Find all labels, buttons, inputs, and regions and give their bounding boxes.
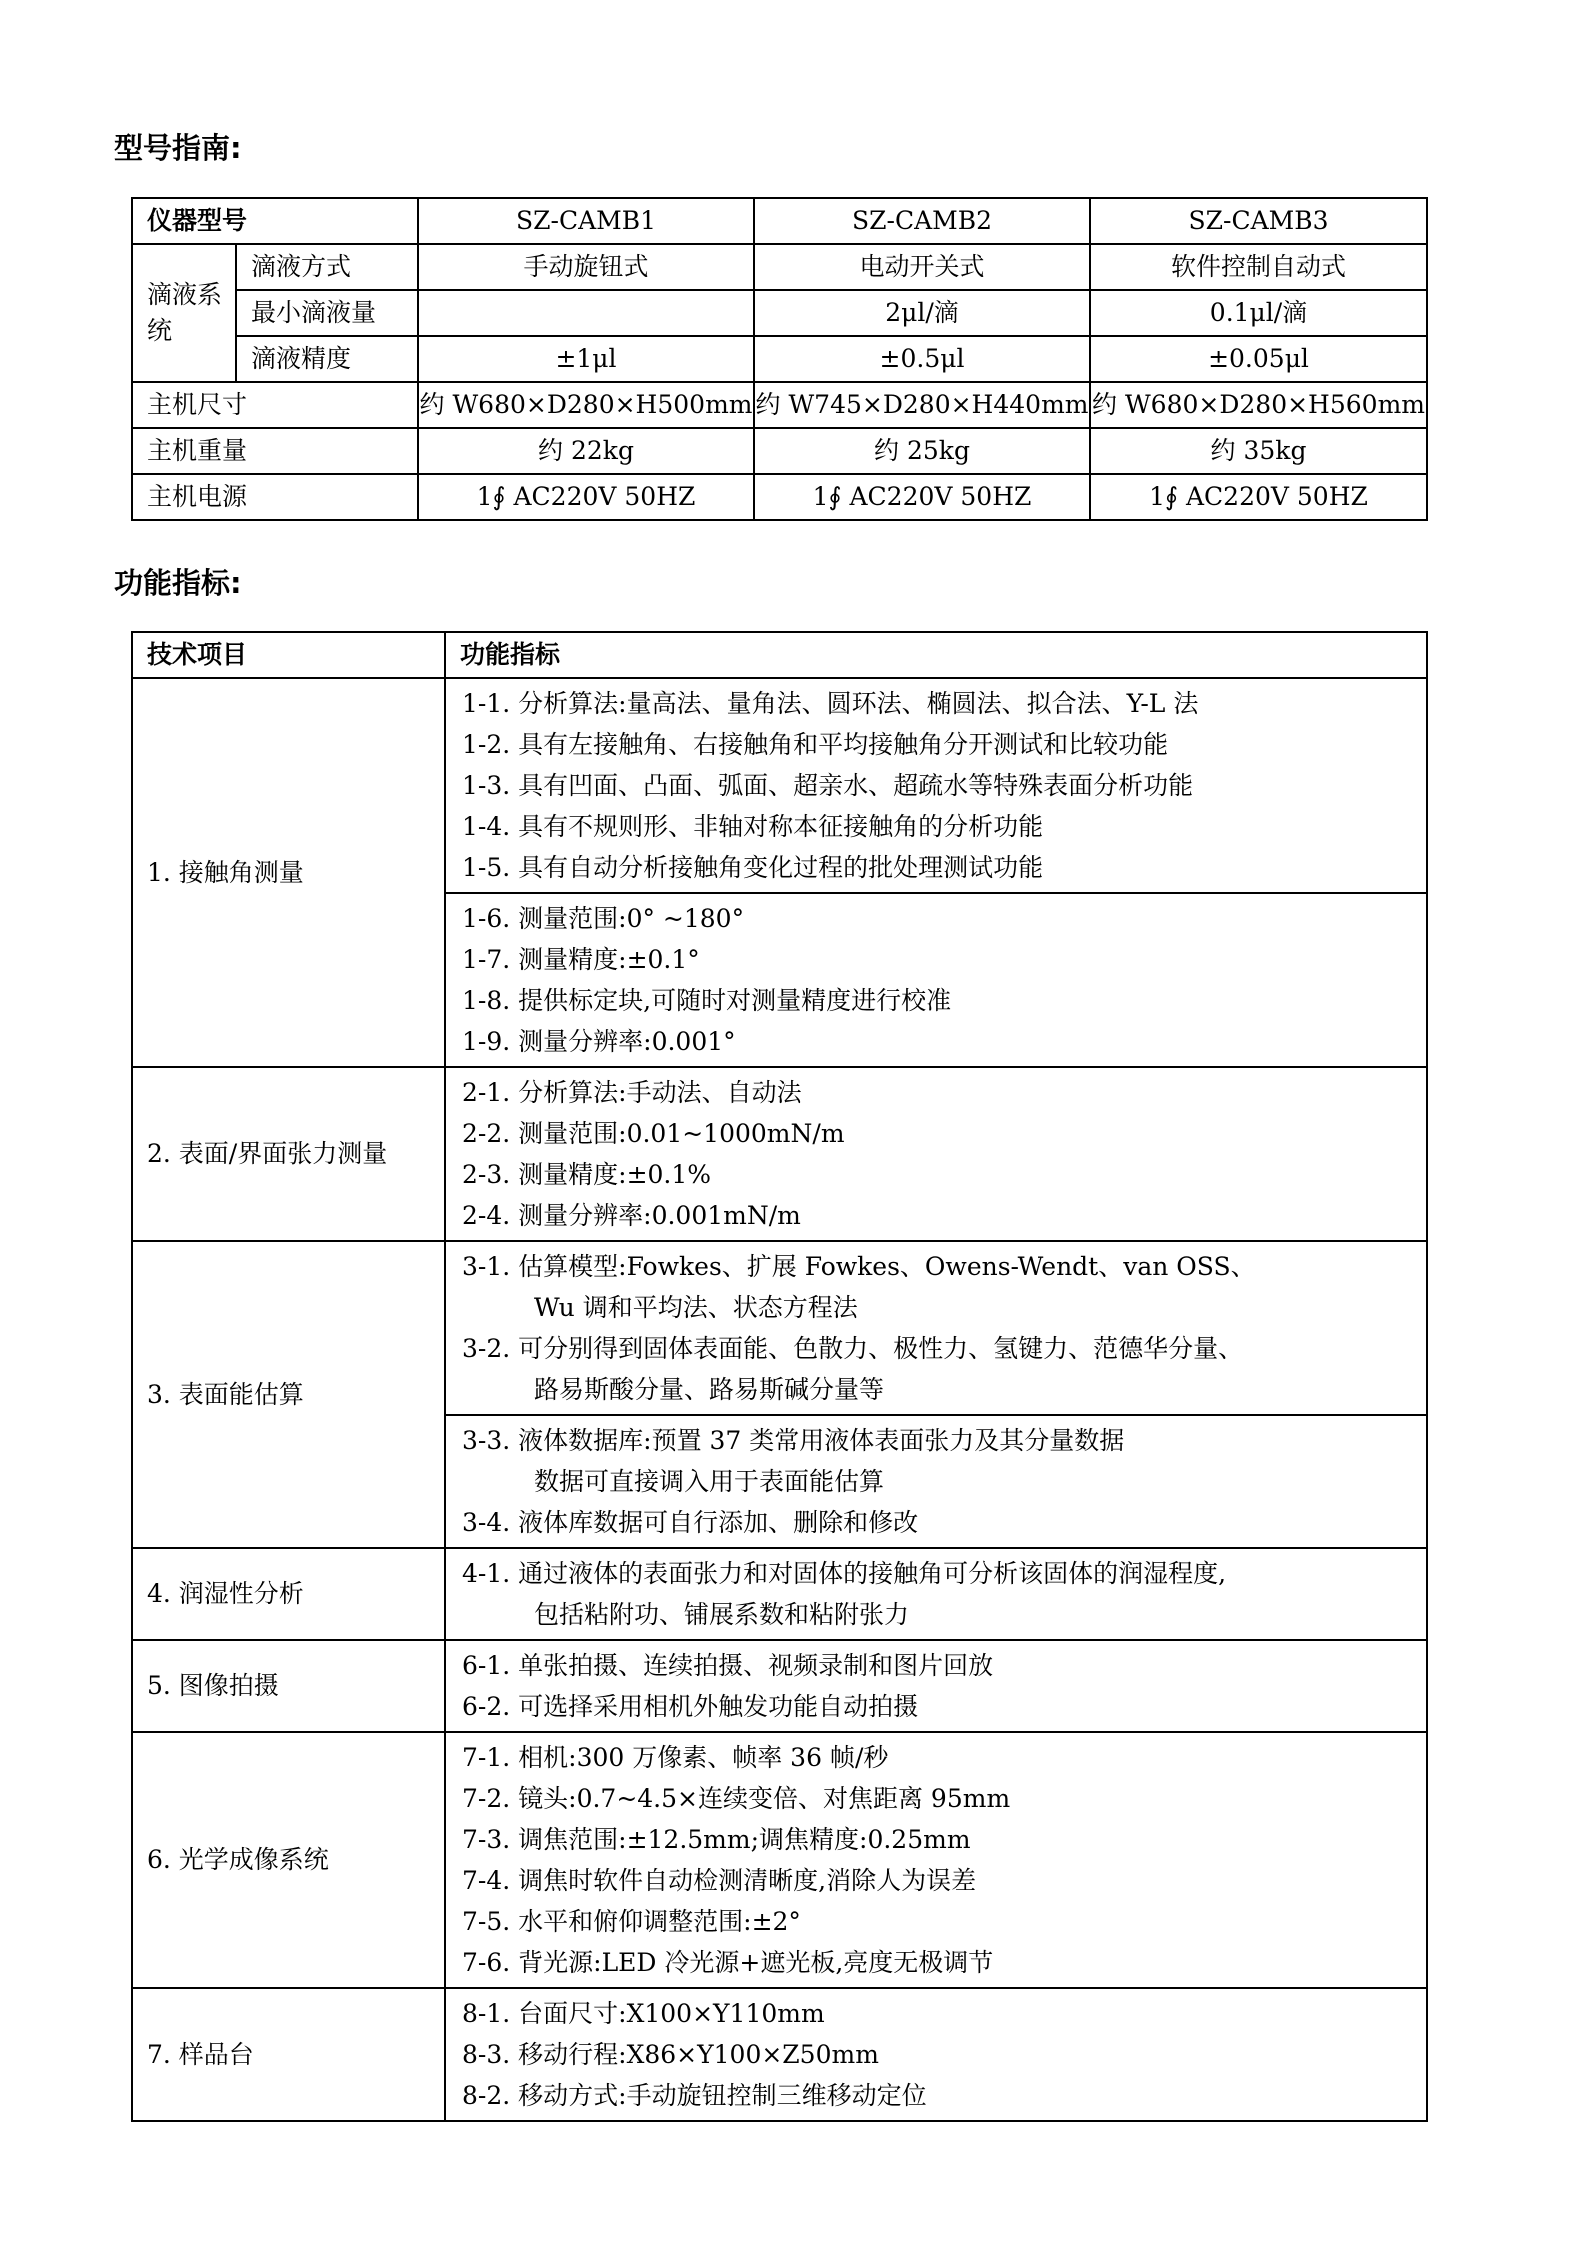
header-function-spec: 功能指标 xyxy=(445,632,1427,678)
model-row xyxy=(132,336,1427,382)
cell: ±0.05μl xyxy=(1090,336,1427,382)
model-header-label: 仪器型号 xyxy=(132,198,418,244)
function-items xyxy=(445,1241,1427,1415)
function-row xyxy=(132,1067,1427,1241)
cell: 约 W745×D280×H440mm xyxy=(754,382,1090,428)
function-item: 1-4. 具有不规则形、非轴对称本征接触角的分析功能 xyxy=(462,812,1044,841)
cell: 手动旋钮式 xyxy=(418,244,754,290)
function-item: 7-4. 调焦时软件自动检测清晰度,消除人为误差 xyxy=(462,1866,977,1895)
model-header-row xyxy=(132,198,1427,244)
tech-item-name: 1. 接触角测量 xyxy=(132,678,445,1067)
model-row xyxy=(132,474,1427,520)
function-items xyxy=(445,1640,1427,1732)
cell: ±1μl xyxy=(418,336,754,382)
function-item: 3-1. 估算模型:Fowkes、扩展 Fowkes、Owens-Wendt、van OSS、 xyxy=(462,1252,1256,1281)
tech-item-name: 4. 润湿性分析 xyxy=(132,1548,445,1640)
function-item: 1-5. 具有自动分析接触角变化过程的批处理测试功能 xyxy=(462,853,1044,882)
model-row xyxy=(132,244,1427,290)
function-item: 1-1. 分析算法:量高法、量角法、圆环法、椭圆法、拟合法、Y-L 法 xyxy=(462,689,1199,718)
tech-item-name: 2. 表面/界面张力测量 xyxy=(132,1067,445,1241)
row-label: 最小滴液量 xyxy=(236,290,418,336)
cell: 1∮ AC220V 50HZ xyxy=(418,474,754,520)
function-item: 路易斯酸分量、路易斯碱分量等 xyxy=(534,1375,885,1404)
function-item: 2-4. 测量分辨率:0.001mN/m xyxy=(462,1201,801,1230)
function-row xyxy=(132,1732,1427,1988)
function-item: 3-4. 液体库数据可自行添加、删除和修改 xyxy=(462,1508,919,1537)
model-row xyxy=(132,290,1427,336)
function-item: 7-2. 镜头:0.7~4.5×连续变倍、对焦距离 95mm xyxy=(462,1784,1011,1813)
header-tech-item: 技术项目 xyxy=(132,632,445,678)
cell: 0.1μl/滴 xyxy=(1090,290,1427,336)
cell: 1∮ AC220V 50HZ xyxy=(1090,474,1427,520)
cell: 软件控制自动式 xyxy=(1090,244,1427,290)
function-item: 1-8. 提供标定块,可随时对测量精度进行校准 xyxy=(462,986,952,1015)
model-header-camb2: SZ-CAMB2 xyxy=(754,198,1090,244)
function-item: Wu 调和平均法、状态方程法 xyxy=(534,1293,858,1322)
cell: 约 W680×D280×H560mm xyxy=(1090,382,1427,428)
row-label: 主机尺寸 xyxy=(132,382,418,428)
row-label: 主机电源 xyxy=(132,474,418,520)
function-items xyxy=(445,893,1427,1067)
function-item: 4-1. 通过液体的表面张力和对固体的接触角可分析该固体的润湿程度, xyxy=(462,1559,1227,1588)
tech-item-name: 5. 图像拍摄 xyxy=(132,1640,445,1732)
function-item: 1-9. 测量分辨率:0.001° xyxy=(462,1027,736,1056)
function-item: 1-2. 具有左接触角、右接触角和平均接触角分开测试和比较功能 xyxy=(462,730,1169,759)
model-row xyxy=(132,382,1427,428)
cell xyxy=(418,290,754,336)
tech-item-name: 6. 光学成像系统 xyxy=(132,1732,445,1988)
function-item: 2-1. 分析算法:手动法、自动法 xyxy=(462,1078,802,1107)
model-table xyxy=(131,197,1428,521)
function-items xyxy=(445,1732,1427,1988)
function-item: 7-6. 背光源:LED 冷光源+遮光板,亮度无极调节 xyxy=(462,1948,994,1977)
function-table xyxy=(131,631,1428,2122)
function-item: 1-6. 测量范围:0° ~180° xyxy=(462,904,745,933)
function-items xyxy=(445,678,1427,893)
function-item: 1-7. 测量精度:±0.1° xyxy=(462,945,700,974)
tech-item-name: 3. 表面能估算 xyxy=(132,1241,445,1548)
function-items xyxy=(445,1415,1427,1548)
function-item: 数据可直接调入用于表面能估算 xyxy=(534,1467,885,1496)
function-items xyxy=(445,1988,1427,2121)
model-guide-heading: 型号指南: xyxy=(114,131,242,165)
function-item: 8-3. 移动行程:X86×Y100×Z50mm xyxy=(462,2040,879,2069)
cell: 约 25kg xyxy=(754,428,1090,474)
function-header-row xyxy=(132,632,1427,678)
function-row xyxy=(132,1988,1427,2121)
function-item: 6-2. 可选择采用相机外触发功能自动拍摄 xyxy=(462,1692,919,1721)
function-item: 7-3. 调焦范围:±12.5mm;调焦精度:0.25mm xyxy=(462,1825,971,1854)
model-header-camb3: SZ-CAMB3 xyxy=(1090,198,1427,244)
cell: 约 W680×D280×H500mm xyxy=(418,382,754,428)
model-row xyxy=(132,428,1427,474)
drop-system-group: 滴液系统 xyxy=(132,244,236,382)
function-item: 2-3. 测量精度:±0.1% xyxy=(462,1160,712,1189)
function-row xyxy=(132,1241,1427,1415)
tech-item-name: 7. 样品台 xyxy=(132,1988,445,2121)
cell: 电动开关式 xyxy=(754,244,1090,290)
function-row xyxy=(132,1640,1427,1732)
function-spec-heading: 功能指标: xyxy=(114,566,242,600)
row-label: 滴液精度 xyxy=(236,336,418,382)
row-label: 滴液方式 xyxy=(236,244,418,290)
function-item: 8-2. 移动方式:手动旋钮控制三维移动定位 xyxy=(462,2081,927,2110)
function-item: 3-3. 液体数据库:预置 37 类常用液体表面张力及其分量数据 xyxy=(462,1426,1125,1455)
function-item: 2-2. 测量范围:0.01~1000mN/m xyxy=(462,1119,845,1148)
model-header-camb1: SZ-CAMB1 xyxy=(418,198,754,244)
cell: 约 22kg xyxy=(418,428,754,474)
function-item: 包括粘附功、铺展系数和粘附张力 xyxy=(534,1600,910,1629)
function-items xyxy=(445,1548,1427,1640)
function-row xyxy=(132,678,1427,893)
cell: 2μl/滴 xyxy=(754,290,1090,336)
cell: ±0.5μl xyxy=(754,336,1090,382)
row-label: 主机重量 xyxy=(132,428,418,474)
function-item: 7-5. 水平和俯仰调整范围:±2° xyxy=(462,1907,801,1936)
function-item: 3-2. 可分别得到固体表面能、色散力、极性力、氢键力、范德华分量、 xyxy=(462,1334,1244,1363)
function-items xyxy=(445,1067,1427,1241)
cell: 1∮ AC220V 50HZ xyxy=(754,474,1090,520)
cell: 约 35kg xyxy=(1090,428,1427,474)
function-item: 7-1. 相机:300 万像素、帧率 36 帧/秒 xyxy=(462,1743,889,1772)
function-item: 6-1. 单张拍摄、连续拍摄、视频录制和图片回放 xyxy=(462,1651,994,1680)
function-item: 8-1. 台面尺寸:X100×Y110mm xyxy=(462,1999,825,2028)
function-row xyxy=(132,1548,1427,1640)
function-item: 1-3. 具有凹面、凸面、弧面、超亲水、超疏水等特殊表面分析功能 xyxy=(462,771,1194,800)
